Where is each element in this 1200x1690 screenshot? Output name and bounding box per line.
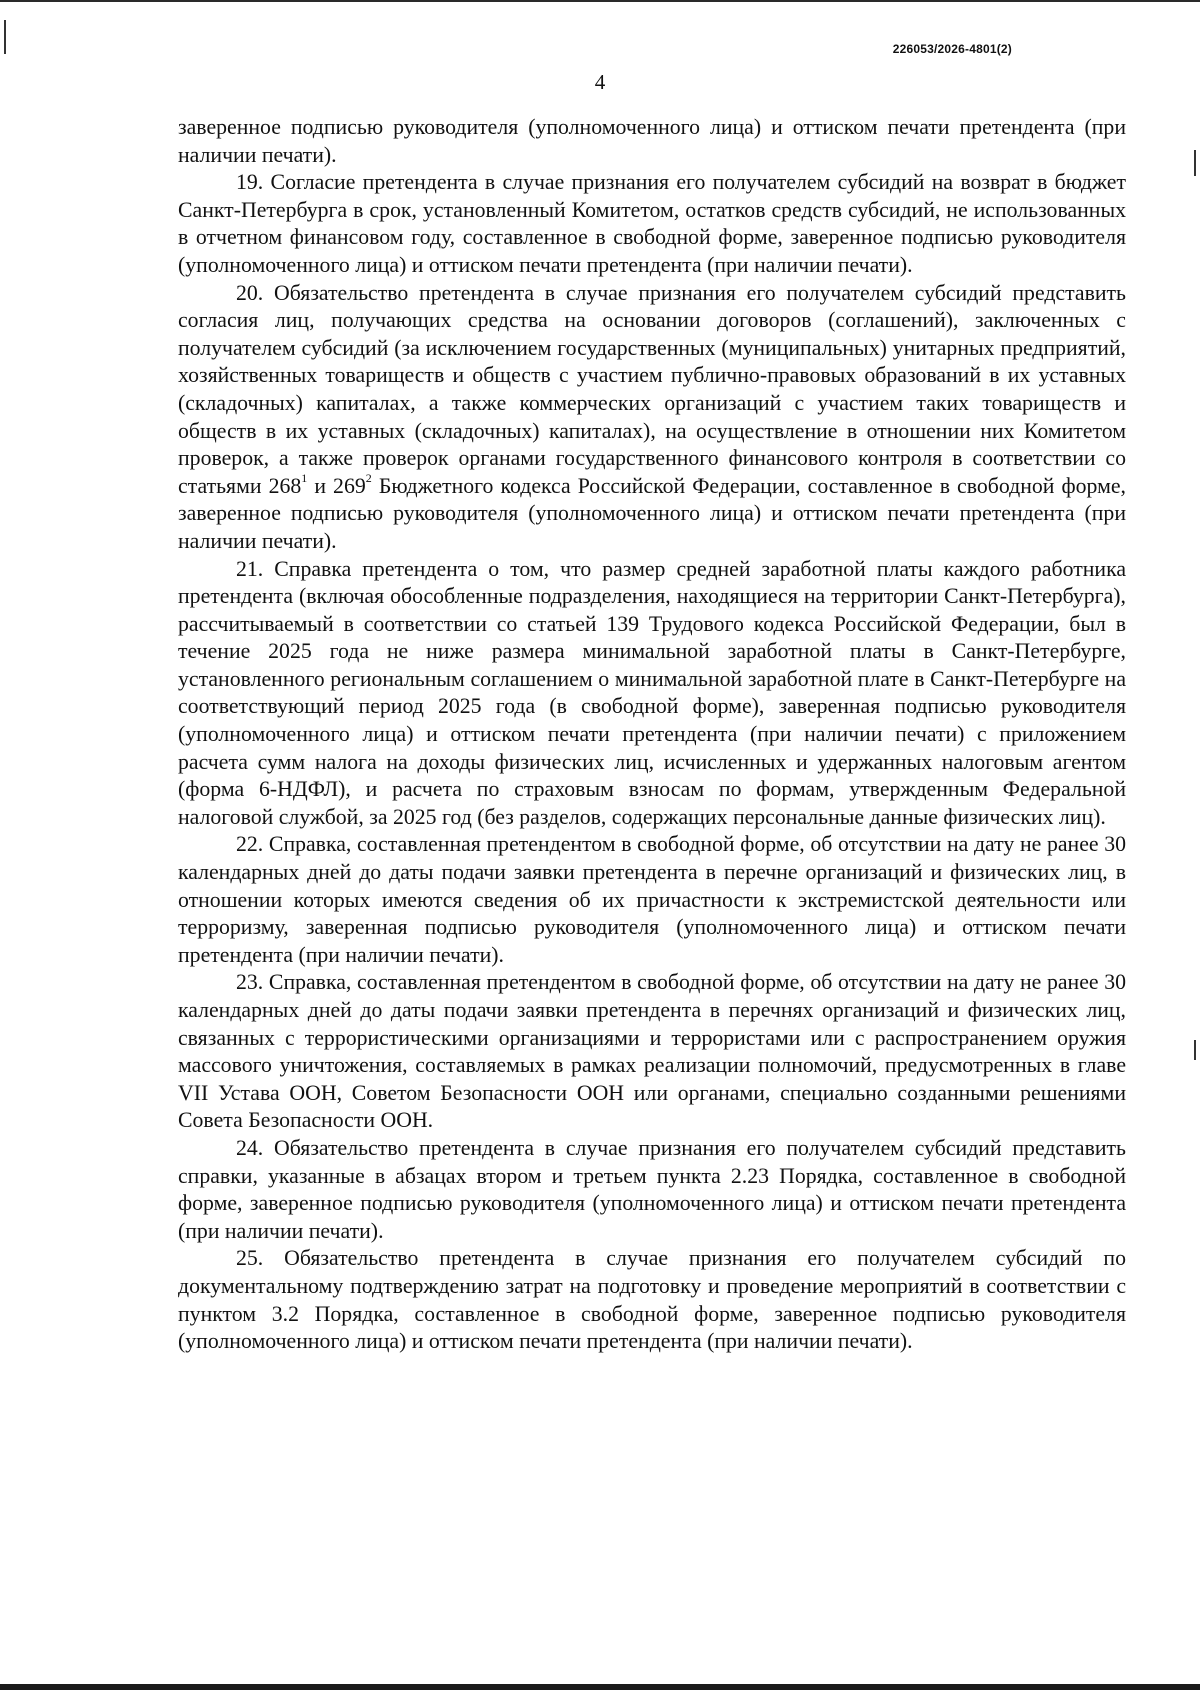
scan-mark-right-2 [1194, 1040, 1196, 1060]
paragraph-21: 21. Справка претендента о том, что размер средней заработной платы каждого работника претендента (включая обособленные подразделения, находящиеся на территории Санкт-Петербурга), рассчитываемый в соответствии со статьей 139 Трудового кодекса Российской Федерации, был в течение 2025 года не ниже размера минимальной заработной платы в Санкт-Петербурге, установленного региональным соглашением о минимальной заработной плате в Санкт-Петербурге на соответствующий период 2025 года (в свободной форме), заверенная подписью руководителя (уполномоченного лица) и оттиском печати претендента (при наличии печати) с приложением расчета сумм налога на доходы физических лиц, исчисленных и удержанных налоговым агентом (форма 6-НДФЛ), и расчета по страховым взносам по формам, утвержденным Федеральной налоговой службой, за 2025 год (без разделов, содержащих персональные данные физических лиц). [178, 556, 1126, 829]
paragraph-24: 24. Обязательство претендента в случае признания его получателем субсидий представить справки, указанные в абзацах втором и третьем пункта 2.23 Порядка, составленное в свободной форме, заверенное подписью руководителя (уполномоченного лица) и оттиском печати претендента (при наличии печати). [178, 1135, 1126, 1243]
scan-edge-bottom [0, 1684, 1200, 1690]
paragraph-20-text-3: Бюджетного кодекса Российской Федерации, составленное в свободной форме, заверенное подписью руководителя (уполномоченного лица) и оттиском печати претендента (при наличии печати). [178, 473, 1126, 553]
paragraph-20-text-1: 20. Обязательство претендента в случае признания его получателем субсидий представить согласия лиц, получающих средства на основании договоров (соглашений), заключенных с получателем субсидий (за исключением государственных (муниципальных) унитарных предприятий, хозяйственных товариществ и обществ с участием публично-правовых образований в их уставных (складочных) капиталах, а также коммерческих организаций с участием таких товариществ и обществ в их уставных (складочных) капиталах), на осуществление в отношении них Комитетом проверок, а также проверок органами государственного финансового контроля в соответствии со статьями 268 [178, 280, 1126, 498]
scan-edge-top [0, 0, 1200, 2]
paragraph-continuation: заверенное подписью руководителя (уполномоченного лица) и оттиском печати претендента (при наличии печати). [178, 115, 1126, 167]
paragraph-22: 22. Справка, составленная претендентом в свободной форме, об отсутствии на дату не ранее 30 календарных дней до даты подачи заявки претендента в перечне организаций и физических лиц, в отношении которых имеются сведения об их причастности к экстремистской деятельности или терроризму, заверенная подписью руководителя (уполномоченного лица) и оттиском печати претендента (при наличии печати). [178, 832, 1126, 967]
paragraph-20-superscript-1: 1 [301, 471, 308, 486]
document-body [178, 114, 1126, 1356]
paragraph-20-text-2: и 269 [307, 473, 366, 498]
paragraph-25: 25. Обязательство претендента в случае признания его получателем субсидий по документальному подтверждению затрат на подготовку и проведение мероприятий в соответствии с пунктом 3.2 Порядка, составленное в свободной форме, заверенное подписью руководителя (уполномоченного лица) и оттиском печати претендента (при наличии печати). [178, 1246, 1126, 1354]
scan-mark-left [4, 20, 6, 54]
paragraph-23: 23. Справка, составленная претендентом в свободной форме, об отсутствии на дату не ранее 30 календарных дней до даты подачи заявки претендента в перечнях организаций и физических лиц, связанных с террористическими организациями и террористами или с распространением оружия массового уничтожения, составляемых в рамках реализации полномочий, предусмотренных в главе VII Устава ООН, Советом Безопасности ООН или органами, специально созданными решениями Совета Безопасности ООН. [178, 970, 1126, 1133]
document-number: 226053/2026-4801(2) [892, 42, 1012, 56]
paragraph-20-superscript-2: 2 [365, 471, 372, 486]
page-number: 4 [594, 70, 606, 94]
paragraph-20 [178, 280, 1126, 556]
scan-mark-right-1 [1194, 150, 1196, 176]
paragraph-19: 19. Согласие претендента в случае признания его получателем субсидий на возврат в бюджет Санкт-Петербурга в срок, установленный Комитетом, остатков средств субсидий, не использованных в отчетном финансовом году, составленное в свободной форме, заверенное подписью руководителя (уполномоченного лица) и оттиском печати претендента (при наличии печати). [178, 170, 1126, 277]
